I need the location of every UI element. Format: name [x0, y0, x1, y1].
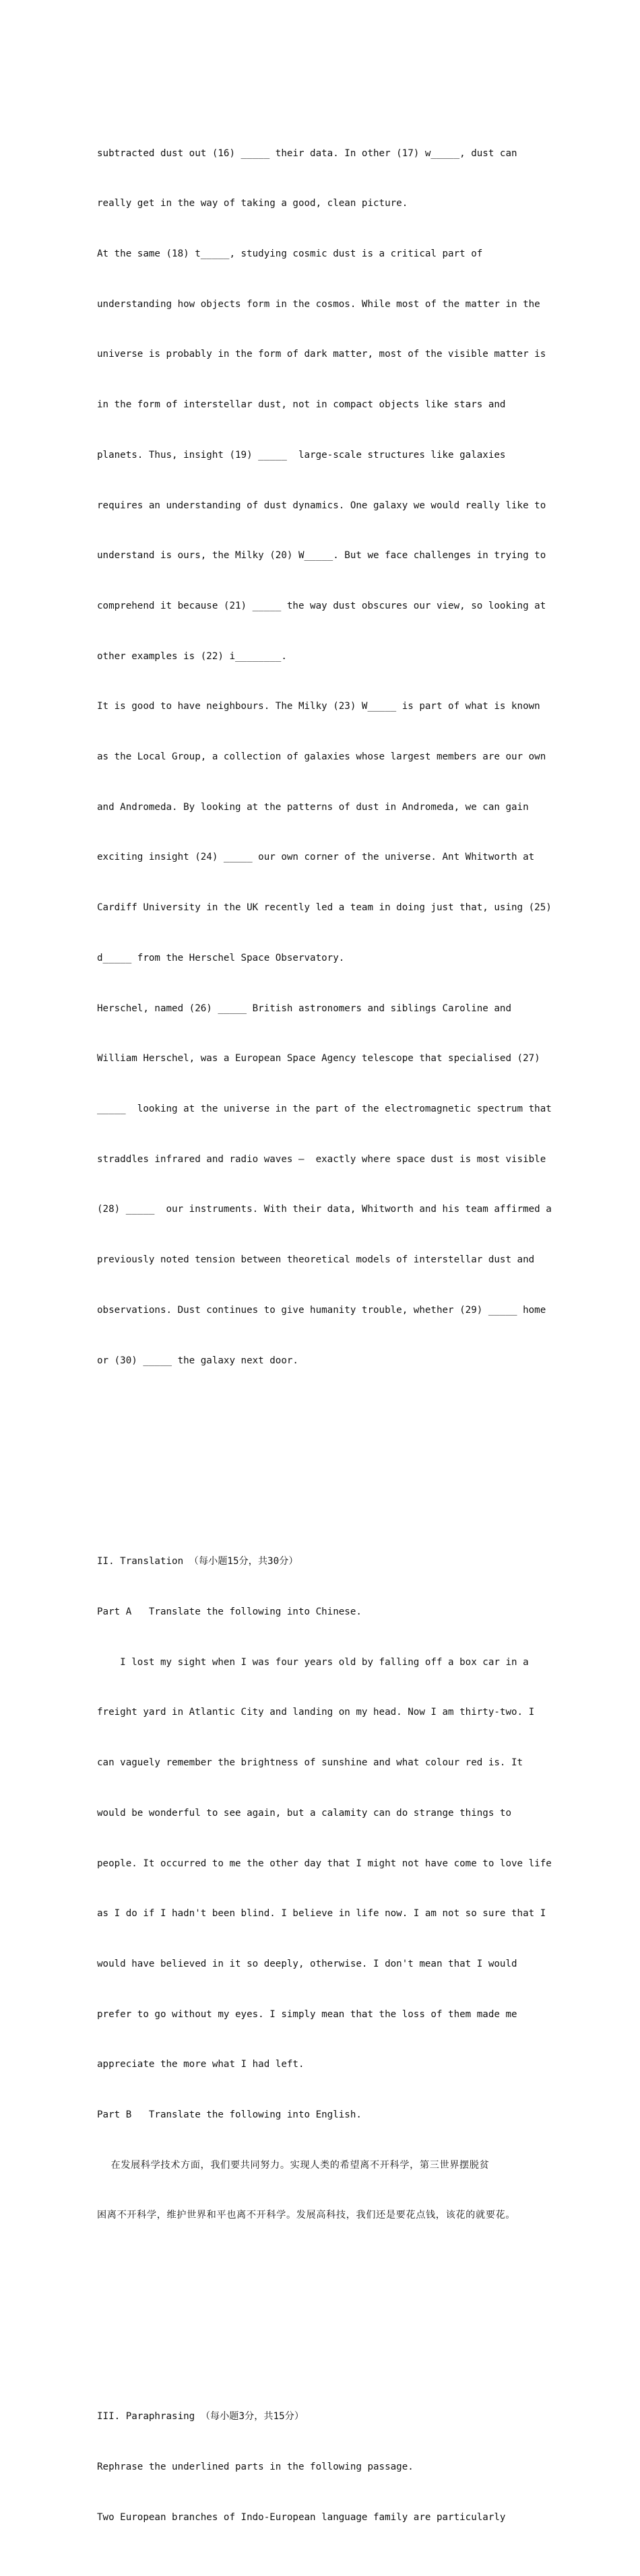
- passage-line: (28) _____ our instruments. With their data, Whitworth and his team affirmed a: [97, 1204, 552, 1215]
- spacer: [97, 2308, 555, 2325]
- passage-part1: [97, 112, 555, 1402]
- passage-line: planets. Thus, insight (19) _____ large-scale structures like galaxies: [97, 449, 506, 461]
- passage-line: Herschel, named (26) _____ British astronomers and siblings Caroline and: [97, 1003, 511, 1014]
- passage-line: _____ looking at the universe in the part of the electromagnetic spectrum that: [97, 1103, 552, 1114]
- passage-line: as the Local Group, a collection of galaxies whose largest members are our own: [97, 751, 546, 763]
- passage-line: subtracted dust out (16) _____ their data. In other (17) w_____, dust can: [97, 147, 517, 159]
- passage-line: and Andromeda. By looking at the patterns of dust in Andromeda, we can gain: [97, 801, 529, 813]
- passage-line: in the form of interstellar dust, not in compact objects like stars and: [97, 399, 506, 411]
- part-a-line: as I do if I hadn't been blind. I believe in life now. I am not so sure that I: [97, 1908, 546, 1920]
- translation-section: [97, 1520, 555, 2258]
- part-a-line: would have believed in it so deeply, otherwise. I don't mean that I would: [97, 1958, 517, 1969]
- part-b-heading: Part B Translate the following into English.: [97, 2109, 362, 2121]
- part-a-line: prefer to go without my eyes. I simply mean that the loss of them made me: [97, 2008, 517, 2020]
- part-a-line: can vaguely remember the brightness of sunshine and what colour red is. It: [97, 1757, 523, 1769]
- passage-line: comprehend it because (21) _____ the way dust obscures our view, so looking at: [97, 600, 546, 611]
- passage-line: requires an understanding of dust dynamics. One galaxy we would really like to: [97, 500, 546, 511]
- part-a-line: would be wonderful to see again, but a calamity can do strange things to: [97, 1807, 511, 1819]
- passage-line: understand is ours, the Milky (20) W_____. But we face challenges in trying to: [97, 550, 546, 562]
- passage-line: William Herschel, was a European Space Agency telescope that specialised (27): [97, 1053, 540, 1064]
- part-a-line: people. It occurred to me the other day that I might not have come to love life: [97, 1858, 552, 1869]
- section-heading-paraphrasing: III. Paraphrasing （每小题3分，共15分）: [97, 2411, 305, 2422]
- passage-line: understanding how objects form in the cosmos. While most of the matter in the: [97, 298, 540, 310]
- part-b-line: 困离不开科学，维护世界和平也离不开科学。发展高科技，我们还是要花点钱，该花的就要花。: [97, 2210, 516, 2221]
- passage-line: or (30) _____ the galaxy next door.: [97, 1355, 298, 1366]
- part-a-line: I lost my sight when I was four years old by falling off a box car in a: [97, 1656, 529, 1668]
- passage-line: other examples is (22) i________.: [97, 650, 287, 662]
- passage-line: straddles infrared and radio waves – exactly where space dust is most visible: [97, 1153, 546, 1165]
- passage-line: It is good to have neighbours. The Milky (23) W_____ is part of what is known: [97, 701, 540, 712]
- passage-line: At the same (18) t_____, studying cosmic dust is a critical part of: [97, 248, 483, 260]
- passage-line: really get in the way of taking a good, clean picture.: [97, 198, 408, 209]
- passage-line: d_____ from the Herschel Space Observatory.: [97, 952, 345, 963]
- part-a-line: appreciate the more what I had left.: [97, 2059, 305, 2070]
- passage-line: observations. Dust continues to give humanity trouble, whether (29) _____ home: [97, 1304, 546, 1316]
- paraphrasing-instruction: Rephrase the underlined parts in the following passage.: [97, 2462, 414, 2473]
- part-a-heading: Part A Translate the following into Chinese.: [97, 1606, 362, 1618]
- section-heading-translation: II. Translation （每小题15分，共30分）: [97, 1556, 298, 1567]
- part-b-line: 在发展科学技术方面，我们要共同努力。实现人类的希望离不开科学，第三世界摆脱贫: [97, 2159, 490, 2171]
- part-a-line: freight yard in Atlantic City and landing on my head. Now I am thirty-two. I: [97, 1707, 535, 1718]
- document-page: [97, 78, 555, 2576]
- passage-line: previously noted tension between theoretical models of interstellar dust and: [97, 1254, 535, 1266]
- paraphrasing-section: [97, 2375, 555, 2560]
- paraphrasing-passage-line: Two European branches of Indo-European language family are particularly: [97, 2511, 506, 2523]
- spacer: [97, 1453, 555, 1470]
- passage-line: universe is probably in the form of dark matter, most of the visible matter is: [97, 349, 546, 360]
- passage-line: exciting insight (24) _____ our own corner of the universe. Ant Whitworth at: [97, 852, 535, 863]
- passage-line: Cardiff University in the UK recently led a team in doing just that, using (25): [97, 902, 552, 914]
